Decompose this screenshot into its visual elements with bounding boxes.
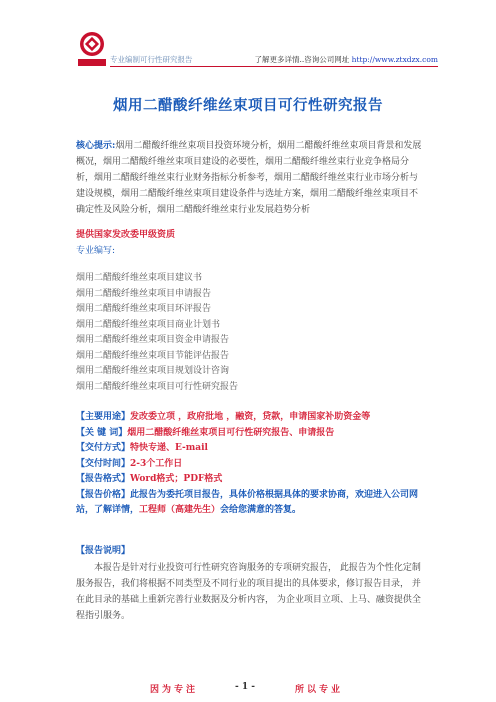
footer-slogan-right: 所以专业 (295, 685, 344, 695)
info-key: 【报告格式】 (76, 474, 131, 484)
info-price (76, 488, 426, 519)
info-key: 【交付方式】 (76, 443, 131, 453)
description-heading: 【报告说明】 (76, 546, 131, 556)
info-key: 【交付时间】 (76, 458, 131, 469)
summary-label: 核心提示: (76, 141, 116, 151)
company-logo (76, 30, 108, 70)
info-value: 此报告为委托项目报告，具体价格根据具体的要求协商，欢迎进入公司网站，了解详情， (76, 489, 419, 515)
info-value: 烟用二醋酸纤维丝束项目可行性研究报告、申请报告 (127, 427, 335, 438)
page-header (76, 30, 438, 70)
info-time (76, 457, 426, 473)
list-item: 烟用二醋酸纤维丝束项目环评报告 (76, 304, 212, 314)
info-key: 【主要用途】 (76, 412, 131, 422)
info-key: 【关 键 词】 (76, 427, 128, 438)
summary-text: 烟用二醋酸纤维丝束项目投资环境分析，烟用二醋酸纤维丝束项目背景和发展概况，烟用二醋酸纤维丝束项目建设的必要性，烟用二醋酸纤维丝束行业竞争格局分析，烟用二醋酸纤维丝束行业财务指标分析参考，烟用二醋酸纤维丝束行业市场分析与建设规模，烟用二醋酸纤维丝束项目建设条件与选址方案，烟用二醋酸纤维丝束项目不确定性及风险分析，烟用二醋酸纤维丝束行业发展趋势分析 (76, 141, 422, 215)
info-key: 【报告价格】 (76, 489, 131, 500)
document-title: 烟用二醋酸纤维丝束项目可行性研究报告 (113, 97, 383, 114)
info-purpose (76, 410, 426, 426)
list-item: 烟用二醋酸纤维丝束项目资金申请报告 (76, 335, 230, 345)
editor-label: 专业编写: (76, 246, 116, 256)
summary-paragraph (76, 138, 424, 218)
info-value-tail: 会给您满意的答复。 (220, 505, 302, 515)
list-item: 烟用二醋酸纤维丝束项目可行性研究报告 (76, 381, 239, 392)
list-item: 烟用二醋酸纤维丝束项目商业计划书 (76, 319, 221, 330)
info-value: 2-3个工作日 (130, 458, 183, 469)
list-item: 烟用二醋酸纤维丝束项目规划设计咨询 (76, 366, 230, 376)
info-value: 特快专递、E-mail (130, 443, 208, 453)
engineer-contact: 工程师（高建先生） (139, 505, 221, 515)
header-divider (110, 66, 438, 67)
qualification-note: 提供国家发改委甲级资质 (76, 230, 176, 240)
description-body: 本报告是针对行业投资可行性研究咨询服务的专项研究报告， 此报告为个性化定制服务报告，我们将根据不同类型及不同行业的项目提出的具体要求，修订报告目录， 并在此目录的基础上重新完善行业数据及分析内容， 为企业项目立项、上马、融资提供全程指引服务。 (76, 563, 421, 621)
info-delivery (76, 441, 426, 457)
page-number: - 1 - (235, 682, 255, 692)
report-info-block (76, 410, 426, 519)
list-item: 烟用二醋酸纤维丝束项目建议书 (76, 273, 203, 283)
info-keywords (76, 426, 426, 442)
report-type-list (76, 271, 376, 395)
header-tagline: 专业编制可行性研究报告 (110, 55, 193, 64)
info-value: 发改委立项 ，政府批地 ，融资，贷款，申请国家补助资金等 (130, 412, 371, 422)
info-value: Word格式；PDF格式 (130, 474, 223, 484)
header-contact-text: 了解更多详情..咨询公司网址 (254, 55, 352, 64)
footer-slogan-left: 因为专注 (150, 685, 199, 695)
header-contact (254, 54, 438, 65)
list-item: 烟用二醋酸纤维丝束项目申请报告 (76, 288, 212, 299)
website-link[interactable]: http://www.ztxdzx.com (351, 55, 438, 64)
list-item: 烟用二醋酸纤维丝束项目节能评估报告 (76, 350, 230, 361)
info-format (76, 472, 426, 488)
